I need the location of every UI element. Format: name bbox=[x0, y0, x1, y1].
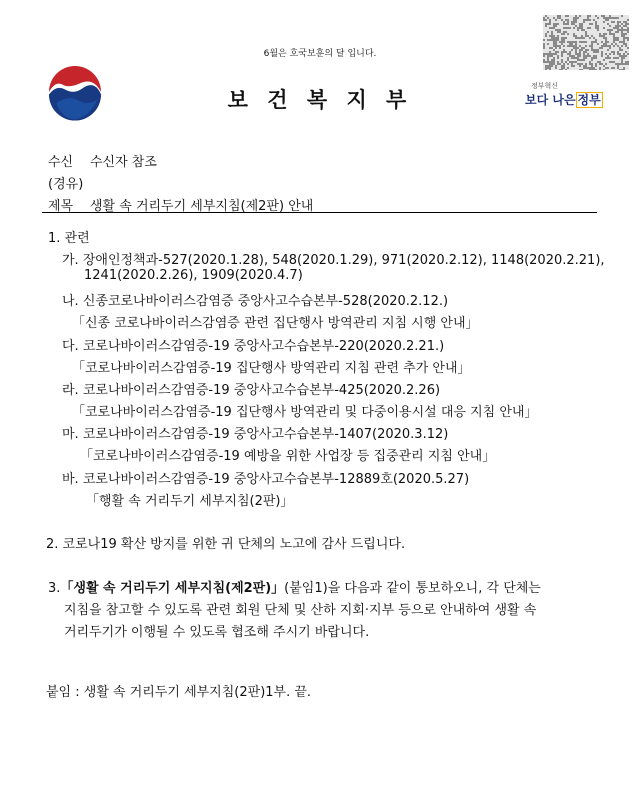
motto-text: 6월은 호국보훈의 달 입니다. bbox=[263, 49, 377, 59]
guideline-title-bold: 「생활 속 거리두기 세부지침(제2판)」 bbox=[60, 581, 285, 596]
qr-code-icon bbox=[543, 15, 629, 70]
recipient-label: 수신 bbox=[48, 155, 74, 170]
section-3-line2: 지침을 참고할 수 있도록 관련 회원 단체 및 산하 지회·지부 등으로 안내하여 생활 속 bbox=[64, 603, 537, 618]
ref-na-line1: 나. 신종코로나바이러스감염증 중앙사고수습본부-528(2020.2.12.) bbox=[62, 294, 449, 309]
ref-da-line2: 「코로나바이러스감염증-19 집단행사 방역관리 지침 관련 추가 안내」 bbox=[72, 361, 471, 376]
slogan-top-text: 정부혁신 bbox=[531, 82, 559, 90]
subject-label: 제목 bbox=[48, 199, 74, 214]
ministry-title: 보 건 복 지 부 bbox=[227, 88, 413, 112]
section-1-title: 1. 관련 bbox=[48, 231, 90, 246]
section-3-line1 bbox=[48, 577, 541, 596]
slogan-gov-text: 정부 bbox=[577, 93, 601, 107]
ref-da-line1: 다. 코로나바이러스감염증-19 중앙사고수습본부-220(2020.2.21.) bbox=[62, 339, 445, 354]
ref-ma-line2: 「코로나바이러스감염증-19 예방을 위한 사업장 등 집중관리 지침 안내」 bbox=[80, 449, 496, 464]
ref-ba-line2: 「행활 속 거리두기 세부지침(2판)」 bbox=[86, 494, 294, 509]
recipient-value: 수신자 참조 bbox=[90, 155, 157, 170]
section-2-text: 2. 코로나19 확산 방지를 위한 귀 단체의 노고에 감사 드립니다. bbox=[46, 537, 406, 552]
government-innovation-logo bbox=[521, 80, 601, 120]
attachment-line: 붙임 : 생활 속 거리두기 세부지침(2판)1부. 끝. bbox=[46, 685, 312, 700]
ref-ma-line1: 마. 코로나바이러스감염증-19 중앙사고수습본부-1407(2020.3.12) bbox=[62, 427, 449, 442]
ref-na-line2: 「신종 코로나바이러스감염증 관련 집단행사 방역관리 지침 시행 안내」 bbox=[72, 316, 479, 331]
ref-ra-line1: 라. 코로나바이러스감염증-19 중앙사고수습본부-425(2020.2.26) bbox=[62, 383, 441, 398]
header-divider bbox=[42, 212, 597, 213]
ref-ga-line1: 가. 장애인정책과-527(2020.1.28), 548(2020.1.29), 971(2020.2.12), 1148(2020.2.21), bbox=[62, 253, 605, 268]
slogan-better-text: 보다 나은 bbox=[525, 93, 576, 107]
section-3-number: 3. bbox=[48, 581, 61, 596]
ref-ra-line2: 「코로나바이러스감염증-19 집단행사 방역관리 및 다중이용시설 대응 지침 안내」 bbox=[72, 405, 538, 420]
via-label: (경유) bbox=[48, 177, 84, 192]
section-3-rest: (붙임1)을 다음과 같이 통보하오니, 각 단체는 bbox=[284, 581, 541, 596]
ref-ba-line1: 바. 코로나바이러스감염증-19 중앙사고수습본부-12889호(2020.5.27) bbox=[62, 472, 470, 487]
slogan-main-text bbox=[525, 91, 603, 108]
ref-ga-line2: 1241(2020.2.26), 1909(2020.4.7) bbox=[84, 268, 303, 283]
section-3-line3: 거리두기가 이행될 수 있도록 협조해 주시기 바랍니다. bbox=[64, 625, 370, 640]
subject-value: 생활 속 거리두기 세부지침(제2판) 안내 bbox=[90, 199, 314, 214]
